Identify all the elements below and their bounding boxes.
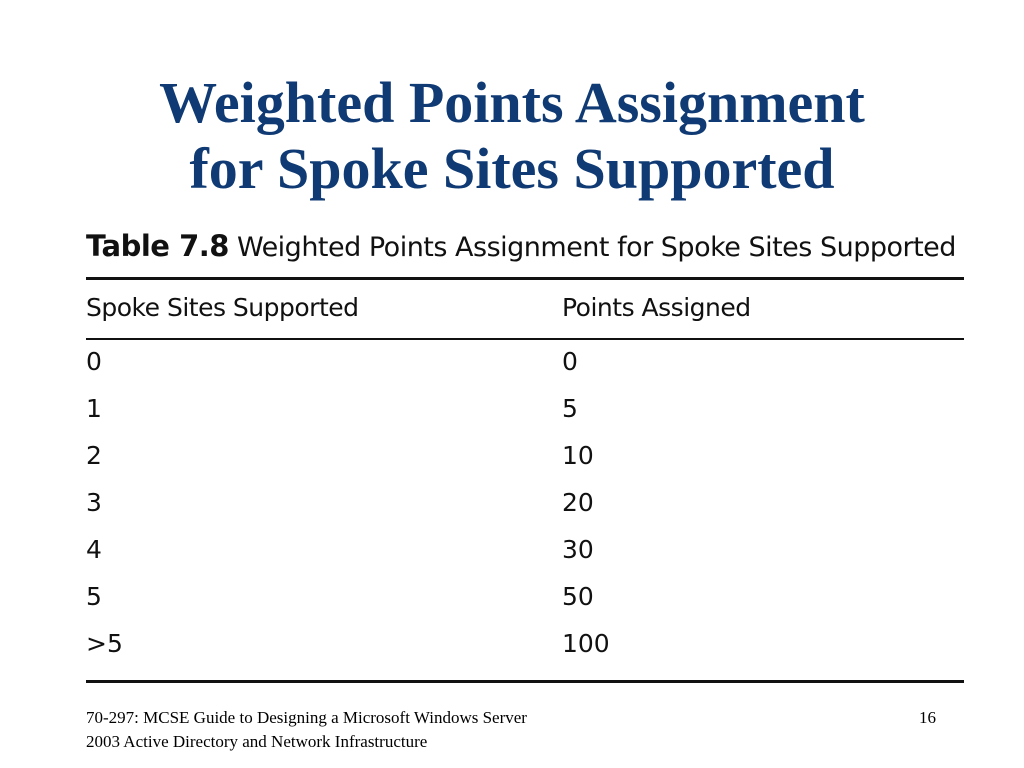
table-top-rule [86, 277, 964, 280]
cell-points-assigned: 0 [562, 347, 578, 376]
table-bottom-rule [86, 680, 964, 683]
table-row [0, 387, 1024, 434]
table-row [0, 575, 1024, 622]
cell-spoke-sites: 2 [86, 441, 102, 470]
table-caption [86, 228, 956, 266]
table-row [0, 340, 1024, 387]
cell-spoke-sites: 1 [86, 394, 102, 423]
slide-title-line-1: Weighted Points Assignment [159, 70, 865, 135]
table-row [0, 528, 1024, 575]
table-caption-number: Table 7.8 [86, 229, 229, 263]
footer-line-1: 70-297: MCSE Guide to Designing a Microsoft Windows Server [86, 708, 527, 727]
page-number: 16 [919, 708, 936, 727]
cell-points-assigned: 30 [562, 535, 594, 564]
footer-line-2: 2003 Active Directory and Network Infrastructure [86, 732, 428, 751]
cell-points-assigned: 10 [562, 441, 594, 470]
table-body [0, 340, 1024, 669]
cell-points-assigned: 20 [562, 488, 594, 517]
cell-spoke-sites: 3 [86, 488, 102, 517]
cell-points-assigned: 100 [562, 629, 610, 658]
column-header-points-assigned: Points Assigned [562, 293, 751, 322]
cell-spoke-sites: 4 [86, 535, 102, 564]
slide-title-line-2: for Spoke Sites Supported [189, 136, 835, 201]
column-header-spoke-sites: Spoke Sites Supported [86, 293, 359, 322]
cell-points-assigned: 5 [562, 394, 578, 423]
table-row [0, 434, 1024, 481]
cell-points-assigned: 50 [562, 582, 594, 611]
cell-spoke-sites: >5 [86, 629, 123, 658]
cell-spoke-sites: 0 [86, 347, 102, 376]
slide-footer [86, 706, 527, 754]
slide-title [0, 70, 1024, 202]
table-row [0, 622, 1024, 669]
cell-spoke-sites: 5 [86, 582, 102, 611]
table-caption-text: Weighted Points Assignment for Spoke Sites Supported [236, 232, 956, 263]
table-row [0, 481, 1024, 528]
